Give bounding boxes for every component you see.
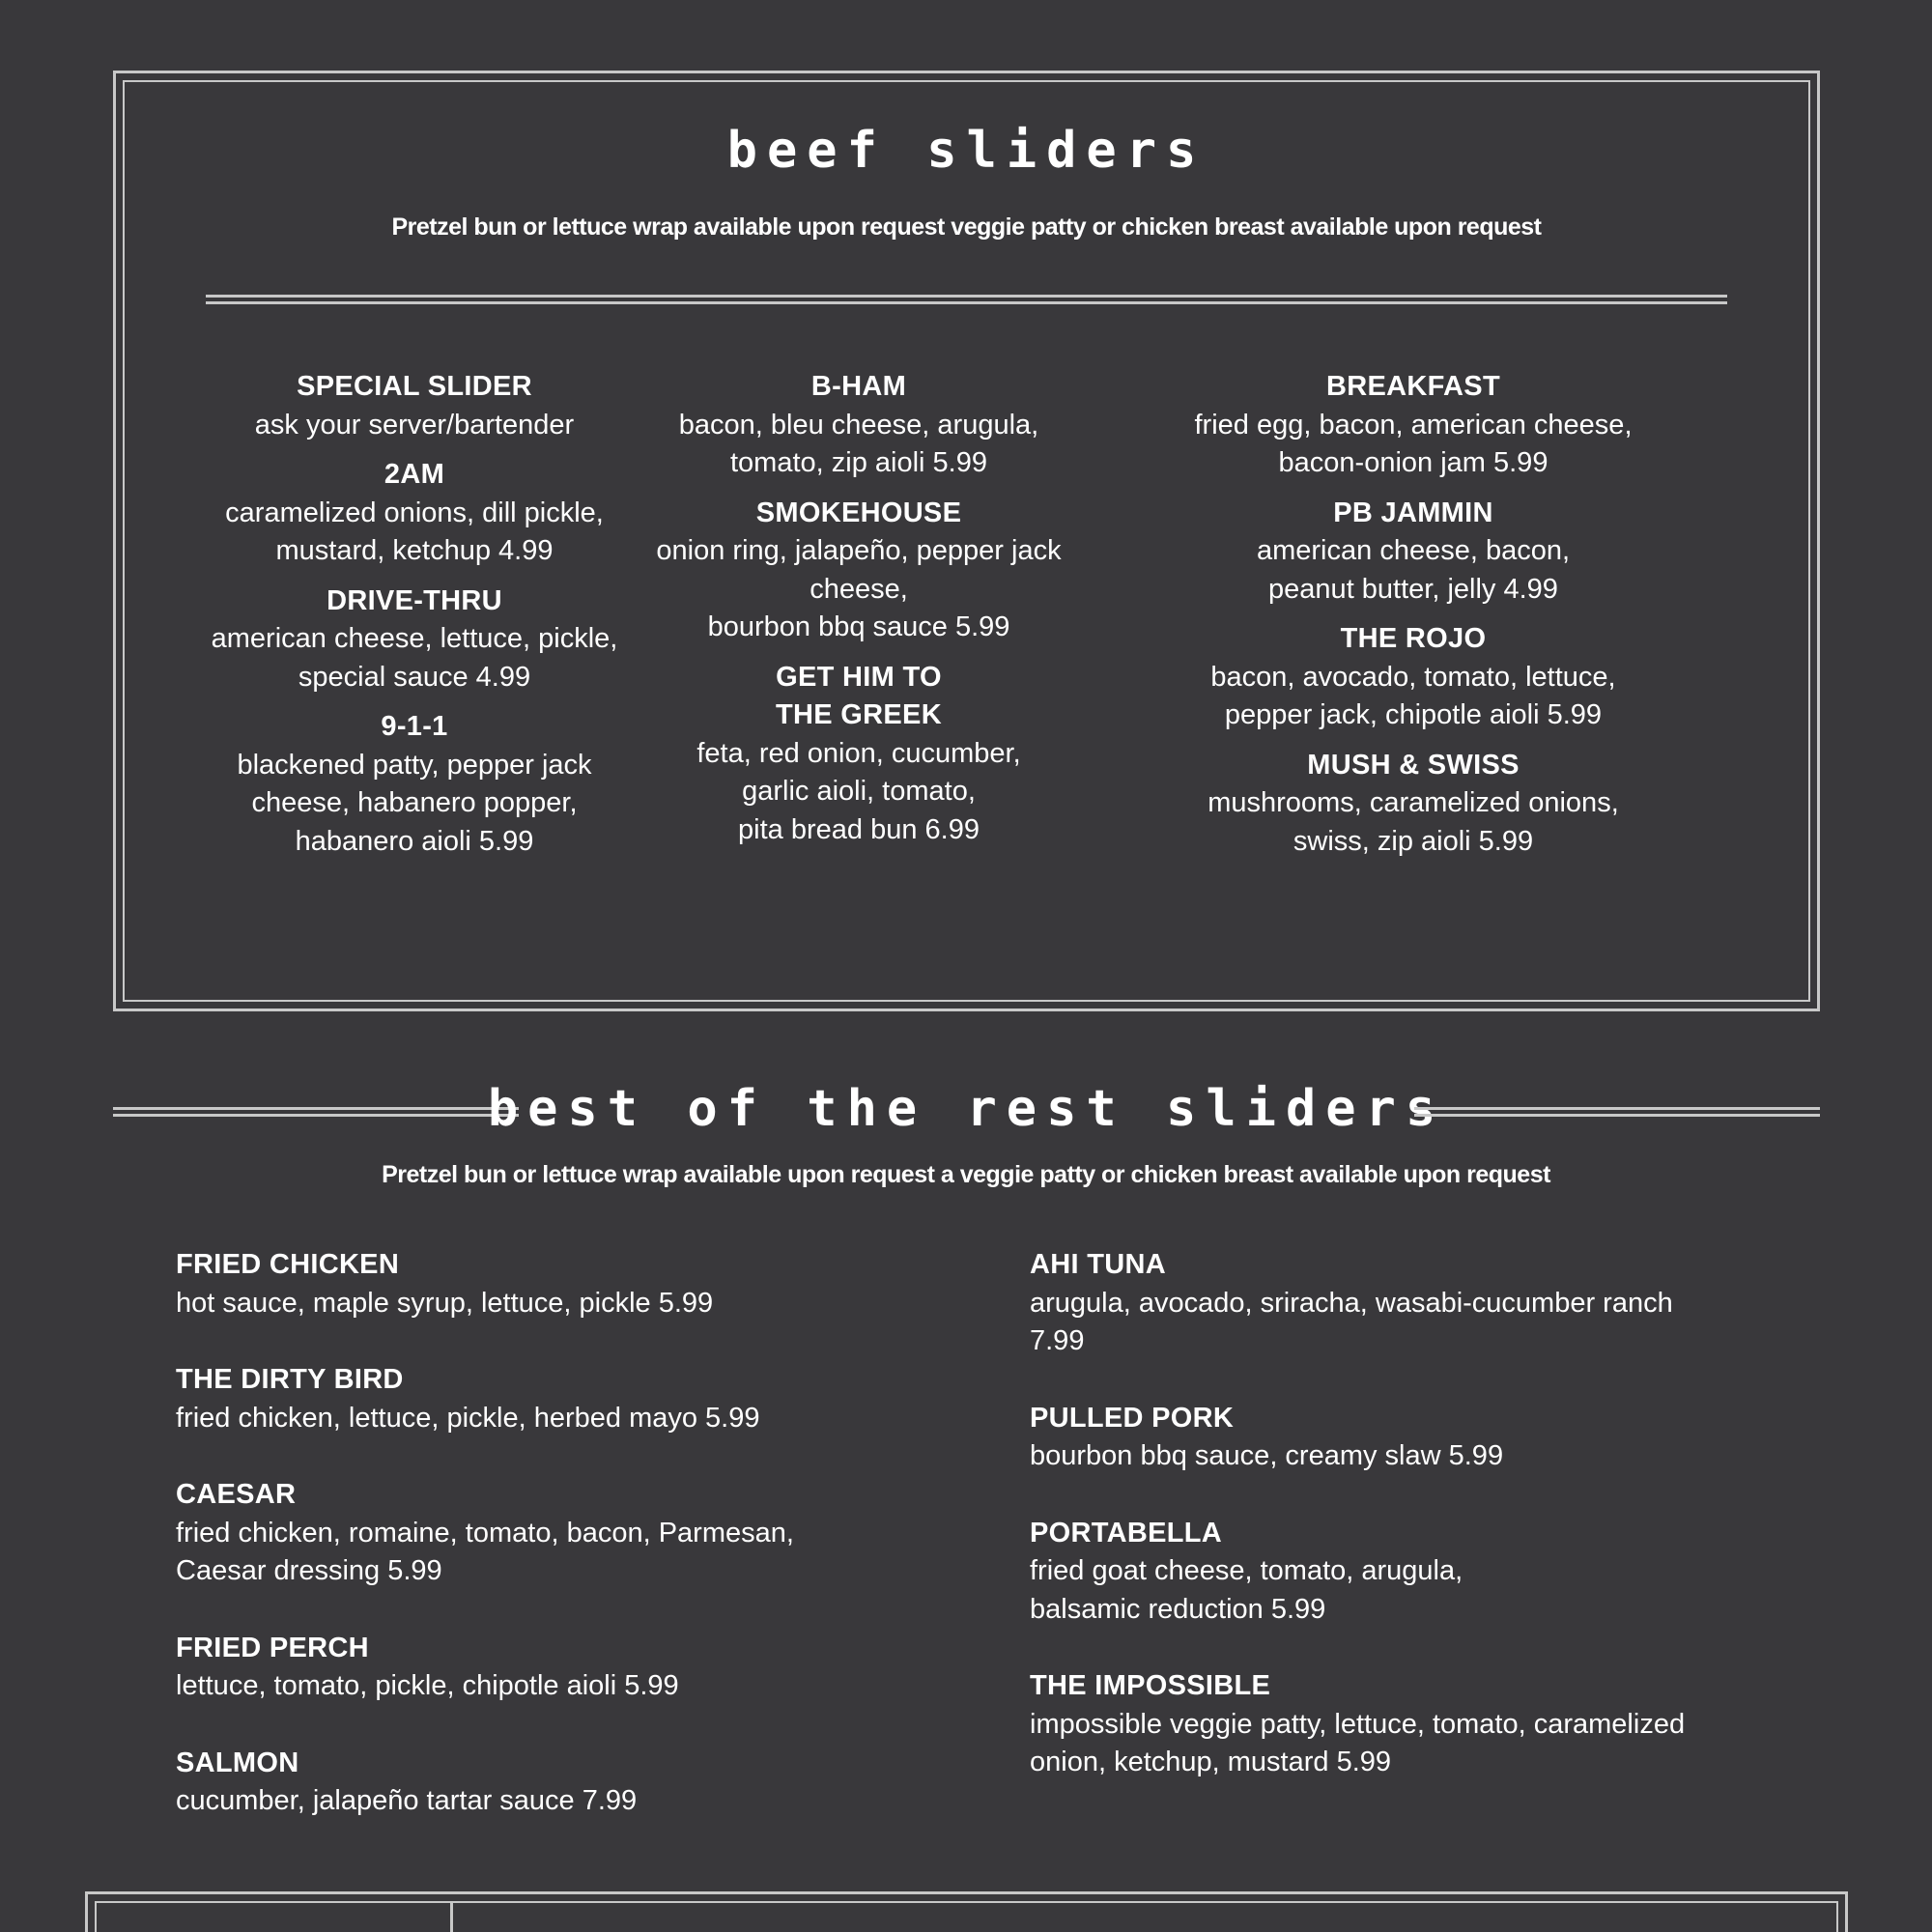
menu-item-name: PORTABELLA [1030, 1517, 1223, 1548]
menu-item [560, 495, 1157, 647]
menu-item-name: FRIED PERCH [176, 1632, 369, 1663]
menu-item [116, 368, 713, 444]
menu-item-name: B-HAM [810, 371, 907, 402]
menu-item-name: GET HIM TO THE GREEK [776, 661, 942, 730]
menu-item [1030, 1515, 1880, 1630]
menu-item-description: fried chicken, lettuce, pickle, herbed mayo 5.99 [176, 1402, 760, 1434]
menu-item-description: blackened patty, pepper jack cheese, habanero popper, habanero aioli 5.99 [237, 749, 592, 857]
menu-item-description: bacon, avocado, tomato, lettuce, pepper jack, chipotle aioli 5.99 [1210, 661, 1616, 730]
menu-item [176, 1476, 968, 1591]
menu-item [1030, 1400, 1880, 1476]
menu-item-description: american cheese, lettuce, pickle, special sauce 4.99 [211, 623, 618, 693]
menu-item [1115, 495, 1712, 610]
menu-item-description: feta, red onion, cucumber, garlic aioli, tomato, pita bread bun 6.99 [696, 737, 1021, 845]
menu-item-description: mushrooms, caramelized onions, swiss, zip aioli 5.99 [1208, 787, 1619, 857]
menu-item-description: lettuce, tomato, pickle, chipotle aioli 5.99 [176, 1670, 679, 1701]
menu-item-name: BREAKFAST [1326, 371, 1500, 402]
menu-item-description: american cheese, bacon, peanut butter, jelly 4.99 [1256, 535, 1571, 605]
menu-item [1115, 368, 1712, 483]
menu-item [176, 1246, 968, 1322]
menu-item-name: THE ROJO [1340, 623, 1487, 654]
menu-item [1115, 620, 1712, 735]
menu-item [176, 1361, 968, 1437]
menu-item-name: 9-1-1 [381, 711, 448, 742]
menu-item-name: SALMON [176, 1747, 299, 1778]
menu-item-name: AHI TUNA [1030, 1249, 1166, 1280]
menu-item-description: fried goat cheese, tomato, arugula, balsamic reduction 5.99 [1030, 1555, 1463, 1625]
menu-item-name: DRIVE-THRU [327, 584, 502, 616]
menu-item-description: onion ring, jalapeño, pepper jack cheese, bourbon bbq sauce 5.99 [656, 535, 1062, 642]
beef-column-2 [560, 368, 1157, 861]
rest-divider-right [1414, 1107, 1820, 1117]
menu-item-name: 2AM [384, 459, 445, 490]
next-section-box [85, 1891, 1848, 1932]
menu-item-description: fried egg, bacon, american cheese, bacon-onion jam 5.99 [1194, 409, 1633, 478]
rest-sliders-subtitle: Pretzel bun or lettuce wrap available upon request a veggie patty or chicken breast available upon request [382, 1161, 1550, 1188]
menu-item-description: hot sauce, maple syrup, lettuce, pickle 5.99 [176, 1287, 714, 1319]
menu-item-description: ask your server/bartender [254, 409, 575, 440]
menu-item-name: PULLED PORK [1030, 1402, 1235, 1434]
beef-sliders-section [113, 71, 1820, 1011]
menu-item [560, 659, 1157, 850]
menu-item [176, 1630, 968, 1706]
menu-item-description: cucumber, jalapeño tartar sauce 7.99 [176, 1785, 638, 1816]
menu-item [1115, 747, 1712, 862]
menu-item [176, 1745, 968, 1821]
menu-item [116, 708, 713, 861]
menu-item-name: SMOKEHOUSE [755, 497, 962, 528]
beef-sliders-subtitle: Pretzel bun or lettuce wrap available upon request veggie patty or chicken breast available upon request [391, 213, 1542, 241]
beef-column-1 [116, 368, 713, 872]
rest-sliders-header [113, 1080, 1820, 1142]
rest-sliders-title: best of the rest sliders [487, 1080, 1446, 1138]
beef-sliders-title: beef sliders [726, 122, 1207, 180]
menu-item-name: SPECIAL SLIDER [297, 371, 532, 402]
menu-item [1030, 1667, 1880, 1782]
menu-item-name: CAESAR [176, 1479, 297, 1510]
menu-item-description: bacon, bleu cheese, arugula, tomato, zip aioli 5.99 [678, 409, 1039, 478]
menu-item-name: PB JAMMIN [1333, 497, 1493, 528]
menu-item-name: MUSH & SWISS [1307, 749, 1520, 781]
menu-item-description: impossible veggie patty, lettuce, tomato, caramelized onion, ketchup, mustard 5.99 [1030, 1708, 1686, 1777]
next-section-divider [450, 1901, 453, 1932]
menu-item [1030, 1246, 1880, 1361]
menu-item-description: arugula, avocado, sriracha, wasabi-cucumber ranch 7.99 [1030, 1287, 1673, 1356]
menu-item-description: caramelized onions, dill pickle, mustard, ketchup 4.99 [225, 497, 604, 566]
menu-item-description: fried chicken, romaine, tomato, bacon, Parmesan, Caesar dressing 5.99 [176, 1517, 794, 1586]
menu-item-name: THE IMPOSSIBLE [1030, 1670, 1271, 1701]
rest-column-1 [176, 1246, 968, 1860]
menu-item-description: bourbon bbq sauce, creamy slaw 5.99 [1030, 1440, 1504, 1471]
menu-item [560, 368, 1157, 483]
beef-divider [206, 295, 1727, 304]
menu-item-name: THE DIRTY BIRD [176, 1364, 404, 1395]
beef-column-3 [1115, 368, 1712, 872]
menu-item [116, 582, 713, 697]
rest-column-2 [1030, 1246, 1880, 1821]
menu-item-name: FRIED CHICKEN [176, 1249, 400, 1280]
menu-item [116, 456, 713, 571]
